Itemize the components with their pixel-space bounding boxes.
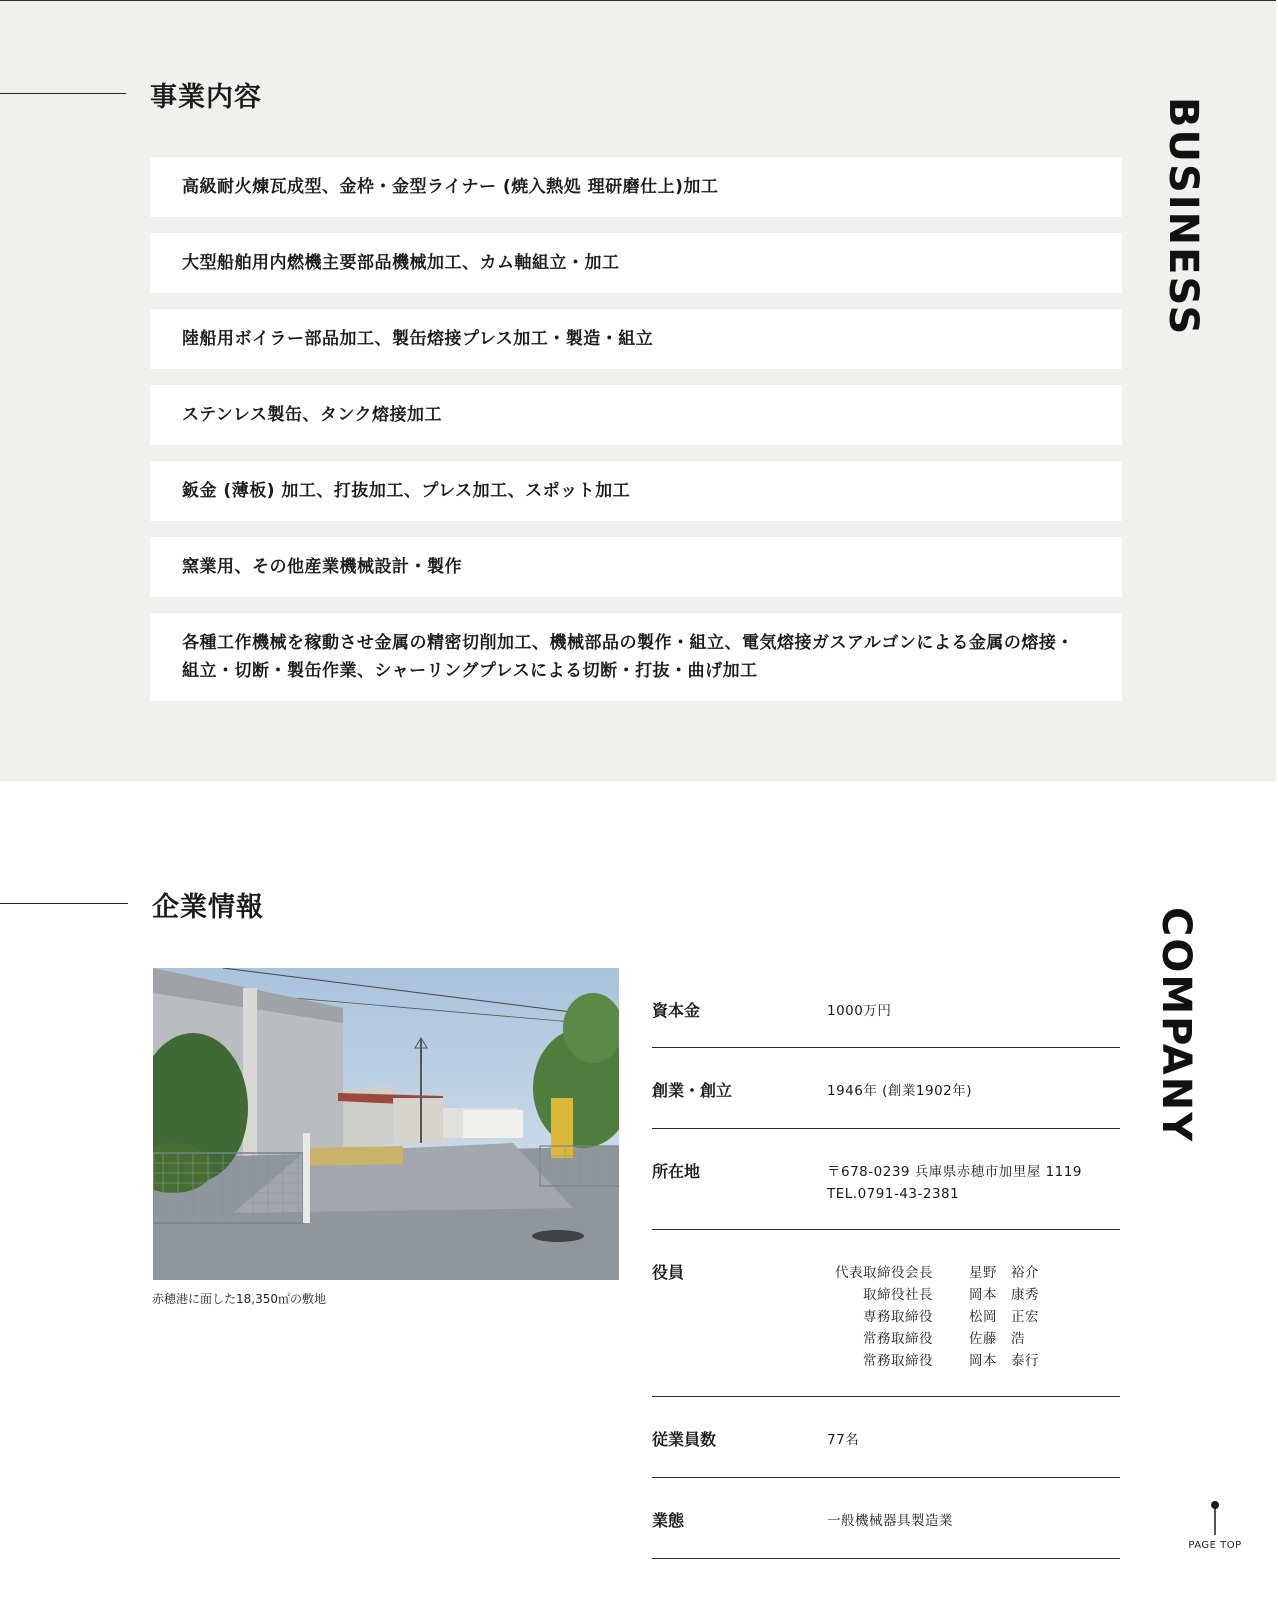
company-title: 企業情報: [152, 892, 264, 923]
business-list: [150, 157, 1122, 717]
officer-title: 取締役社長: [863, 1287, 933, 1303]
page-top-button[interactable]: [1185, 1500, 1245, 1551]
officer-name: 松岡 正宏: [969, 1309, 1039, 1325]
officer-title: 常務取締役: [863, 1353, 933, 1369]
info-row-founded: [652, 1048, 1120, 1129]
photo-caption: 赤穂港に面した18,350㎡の敷地: [152, 1292, 326, 1306]
info-label: 資本金: [652, 1001, 701, 1020]
officer-row: [827, 1262, 1120, 1284]
info-value: 77名: [827, 1432, 860, 1448]
business-item: 鈑金 (薄板) 加工、打抜加工、プレス加工、スポット加工: [150, 461, 1122, 521]
page-top-pin-icon: [1210, 1500, 1220, 1536]
officer-name: 岡本 康秀: [969, 1287, 1039, 1303]
officer-title: 専務取締役: [863, 1309, 933, 1325]
business-item: 大型船舶用内燃機主要部品機械加工、カム軸組立・加工: [150, 233, 1122, 293]
info-label: 従業員数: [652, 1430, 717, 1449]
officer-name: 岡本 泰行: [969, 1353, 1039, 1369]
officer-row: [827, 1284, 1120, 1306]
info-label: 業態: [652, 1511, 685, 1530]
business-vertical-label: BUSINESS: [1160, 97, 1206, 337]
info-label: 所在地: [652, 1162, 701, 1181]
info-row-officers: [652, 1230, 1120, 1397]
officer-name: 佐藤 浩: [969, 1331, 1025, 1347]
address-line: 〒678-0239 兵庫県赤穂市加里屋 1119: [827, 1164, 1082, 1180]
info-label: 創業・創立: [652, 1081, 733, 1100]
company-info-table: [652, 968, 1120, 1559]
info-row-employees: [652, 1397, 1120, 1478]
business-title: 事業内容: [150, 82, 262, 113]
info-value: 1946年 (創業1902年): [827, 1083, 973, 1099]
info-value: 1000万円: [827, 1003, 892, 1019]
info-row-capital: [652, 968, 1120, 1048]
phone-line: TEL.0791-43-2381: [827, 1186, 960, 1202]
business-item: 陸船用ボイラー部品加工、製缶熔接プレス加工・製造・組立: [150, 309, 1122, 369]
info-row-address: [652, 1129, 1120, 1230]
officer-title: 代表取締役会長: [835, 1265, 933, 1281]
business-item: ステンレス製缶、タンク熔接加工: [150, 385, 1122, 445]
officer-row: [827, 1328, 1120, 1350]
info-row-industry: [652, 1478, 1120, 1559]
info-label: 役員: [652, 1263, 685, 1282]
business-item: 窯業用、その他産業機械設計・製作: [150, 537, 1122, 597]
officer-title: 常務取締役: [863, 1331, 933, 1347]
business-section: [0, 0, 1276, 781]
business-item: 高級耐火煉瓦成型、金枠・金型ライナー (焼入熱処 理研磨仕上)加工: [150, 157, 1122, 217]
factory-photo: [153, 968, 619, 1280]
officer-list: [827, 1262, 1120, 1396]
officer-row: [827, 1350, 1120, 1372]
company-vertical-label: COMPANY: [1153, 907, 1199, 1144]
address-block: [827, 1161, 1120, 1229]
section-rule: [0, 903, 128, 904]
info-value: 一般機械器具製造業: [827, 1513, 953, 1529]
officer-row: [827, 1306, 1120, 1328]
page-top-label: PAGE TOP: [1188, 1540, 1242, 1551]
business-item: 各種工作機械を稼動させ金属の精密切削加工、機械部品の製作・組立、電気熔接ガスアルゴンによる金属の熔接・組立・切断・製缶作業、シャーリングプレスによる切断・打抜・曲げ加工: [150, 613, 1122, 701]
section-rule: [0, 93, 126, 94]
officer-name: 星野 裕介: [969, 1265, 1039, 1281]
